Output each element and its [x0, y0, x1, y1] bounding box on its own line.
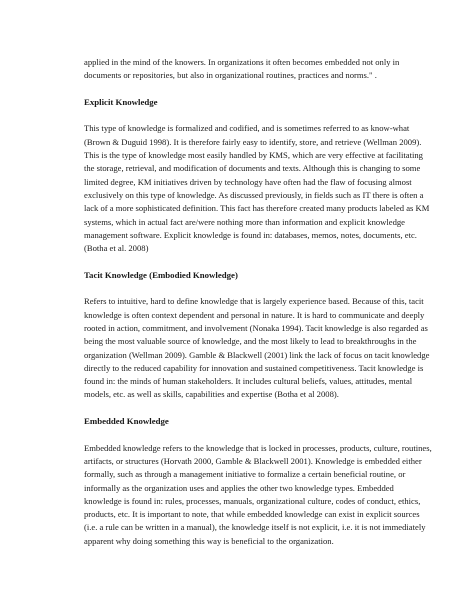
section-body-explicit-knowledge: This type of knowledge is formalized and codified, and is sometimes referred to as know-what (Brown & Duguid 1998). It is therefore fairly easy to identify, store, and retrieve (Wellman 2009). This is the type of knowledge most easily handled by KMS, which are very effective at facilitating the storage, retrieval, and modification of documents and texts. Although this is changing to some limited degree, KM initiatives driven by technology have often had the flaw of focusing almost exclusively on this type of knowledge. As discussed previously, in fields such as IT there is often a lack of a more sophisticated definition. This fact has therefore created many products labeled as KM systems, which in actual fact are/were nothing more than information and explicit knowledge management software. Explicit knowledge is found in: databases, memos, notes, documents, etc. (Botha et al. 2008)	[84, 123, 430, 254]
section-heading-tacit-knowledge: Tacit Knowledge (Embodied Knowledge)	[84, 269, 238, 280]
section-body-embedded-knowledge: Embedded knowledge refers to the knowledge that is locked in processes, products, culture, routines, artifacts, or structures (Horvath 2000, Gamble & Blackwell 2001). Knowledge is embedded either formally, such as through a management initiative to formalize a certain beneficial routine, or informally as the organization uses and applies the other two knowledge types. Embedded knowledge is found in: rules, processes, manuals, organizational culture, codes of conduct, ethics, products, etc. It is important to note, that while embedded knowledge can exist in explicit sources (i.e. a rule can be written in a manual), the knowledge itself is not explicit, i.e. it is not immediately apparent why doing something this way is beneficial to the organization.	[84, 442, 432, 546]
section-body-tacit-knowledge: Refers to intuitive, hard to define knowledge that is largely experience based. Because of this, tacit knowledge is often context dependent and personal in nature. It is hard to communicate and deeply rooted in action, commitment, and involvement (Nonaka 1994). Tacit knowledge is also regarded as being the most valuable source of knowledge, and the most likely to lead to breakthroughs in the organization (Wellman 2009). Gamble & Blackwell (2001) link the lack of focus on tacit knowledge directly to the reduced capability for innovation and sustained competitiveness. Tacit knowledge is found in: the minds of human stakeholders. It includes cultural beliefs, values, attitudes, mental models, etc. as well as skills, capabilities and expertise (Botha et al 2008).	[84, 296, 430, 400]
document-body	[84, 56, 432, 561]
intro-paragraph: applied in the mind of the knowers. In organizations it often becomes embedded not only in documents or repositories, but also in organizational routines, practices and norms." .	[84, 57, 400, 81]
section-heading-embedded-knowledge: Embedded Knowledge	[84, 416, 169, 427]
section-heading-explicit-knowledge: Explicit Knowledge	[84, 96, 158, 107]
